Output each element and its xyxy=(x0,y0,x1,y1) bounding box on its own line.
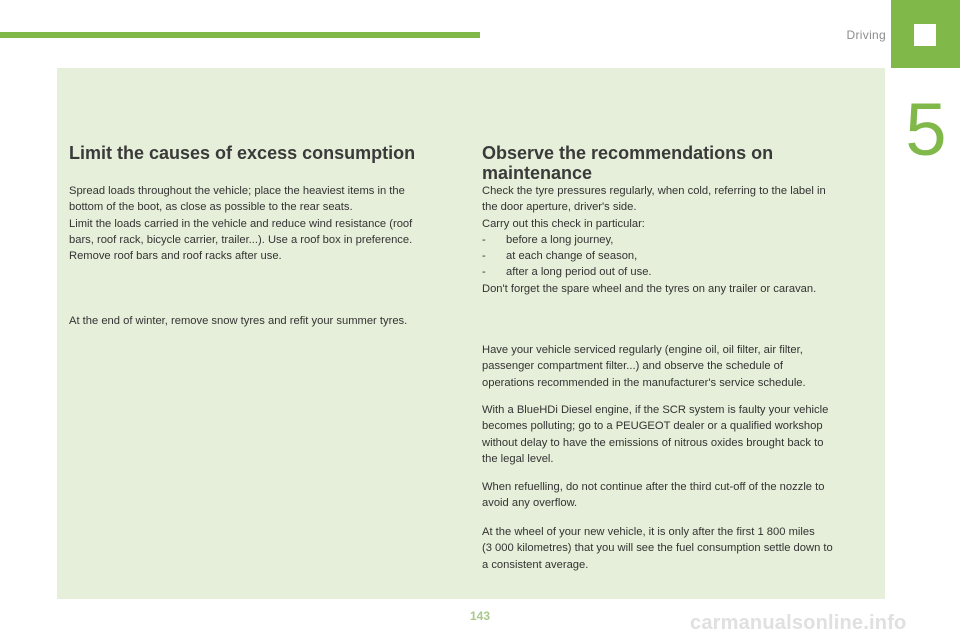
loads-line: bars, roof rack, bicycle carrier, trailer...). Use a roof box in preference. xyxy=(69,233,413,246)
section-label: Driving xyxy=(846,28,886,42)
service-line: passenger compartment filter...) and observe the schedule of xyxy=(482,360,783,373)
list-dash: - xyxy=(482,266,486,279)
left-heading: Limit the causes of excess consumption xyxy=(69,143,416,163)
loads-line: Remove roof bars and roof racks after use. xyxy=(69,250,282,263)
service-paragraph xyxy=(482,342,806,391)
loads-line: Spread loads throughout the vehicle; place the heaviest items in the xyxy=(69,185,405,197)
right-heading-line: Observe the recommendations on xyxy=(482,143,774,163)
winter-paragraph xyxy=(69,313,407,329)
chapter-tab xyxy=(891,0,960,68)
list-item xyxy=(482,264,826,280)
new-vehicle-paragraph xyxy=(482,524,833,573)
bluehdi-paragraph xyxy=(482,402,828,467)
bluehdi-line: becomes polluting; go to a PEUGEOT dealer or a qualified workshop xyxy=(482,420,823,433)
refuel-line: avoid any overflow. xyxy=(482,497,578,510)
right-heading-line: maintenance xyxy=(482,163,593,183)
list-dash: - xyxy=(482,233,486,246)
loads-paragraph xyxy=(69,183,412,264)
tyre-line: Carry out this check in particular: xyxy=(482,217,645,230)
service-line: Have your vehicle serviced regularly (engine oil, oil filter, air filter, xyxy=(482,344,803,356)
loads-line: bottom of the boot, as close as possible to the rear seats. xyxy=(69,201,353,214)
tyre-line: the door aperture, driver's side. xyxy=(482,201,637,214)
refuel-line: When refuelling, do not continue after the third cut-off of the nozzle to xyxy=(482,481,825,493)
refuel-paragraph xyxy=(482,479,824,512)
chapter-number: 5 xyxy=(905,88,947,171)
tyre-paragraph xyxy=(482,183,826,297)
content-panel xyxy=(57,68,885,599)
right-heading xyxy=(482,143,862,183)
bluehdi-line: without delay to have the emissions of nitrous oxides brought back to xyxy=(482,436,824,449)
header-accent-bar xyxy=(0,32,480,38)
list-dash: - xyxy=(482,250,486,263)
list-item-text: before a long journey, xyxy=(506,233,614,246)
new-vehicle-line: At the wheel of your new vehicle, it is only after the first 1 800 miles xyxy=(482,526,815,538)
loads-line: Limit the loads carried in the vehicle and reduce wind resistance (roof xyxy=(69,217,413,230)
list-item xyxy=(482,248,826,264)
spare-wheel-line: Don't forget the spare wheel and the tyres on any trailer or caravan. xyxy=(482,282,817,295)
bluehdi-line: With a BlueHDi Diesel engine, if the SCR system is faulty your vehicle xyxy=(482,404,829,416)
chapter-square-icon xyxy=(914,24,936,46)
tyre-line: Check the tyre pressures regularly, when cold, referring to the label in xyxy=(482,185,826,197)
list-item xyxy=(482,232,826,248)
page-number: 143 xyxy=(469,609,491,623)
bluehdi-line: the legal level. xyxy=(482,452,554,465)
winter-line: At the end of winter, remove snow tyres and refit your summer tyres. xyxy=(69,315,408,327)
new-vehicle-line: (3 000 kilometres) that you will see the fuel consumption settle down to xyxy=(482,542,833,555)
list-item-text: at each change of season, xyxy=(506,250,638,263)
list-item-text: after a long period out of use. xyxy=(506,266,652,279)
watermark: carmanualsonline.info xyxy=(690,612,907,634)
new-vehicle-line: a consistent average. xyxy=(482,558,589,571)
tyre-check-list xyxy=(482,232,826,281)
service-line: operations recommended in the manufacturer's service schedule. xyxy=(482,376,806,389)
